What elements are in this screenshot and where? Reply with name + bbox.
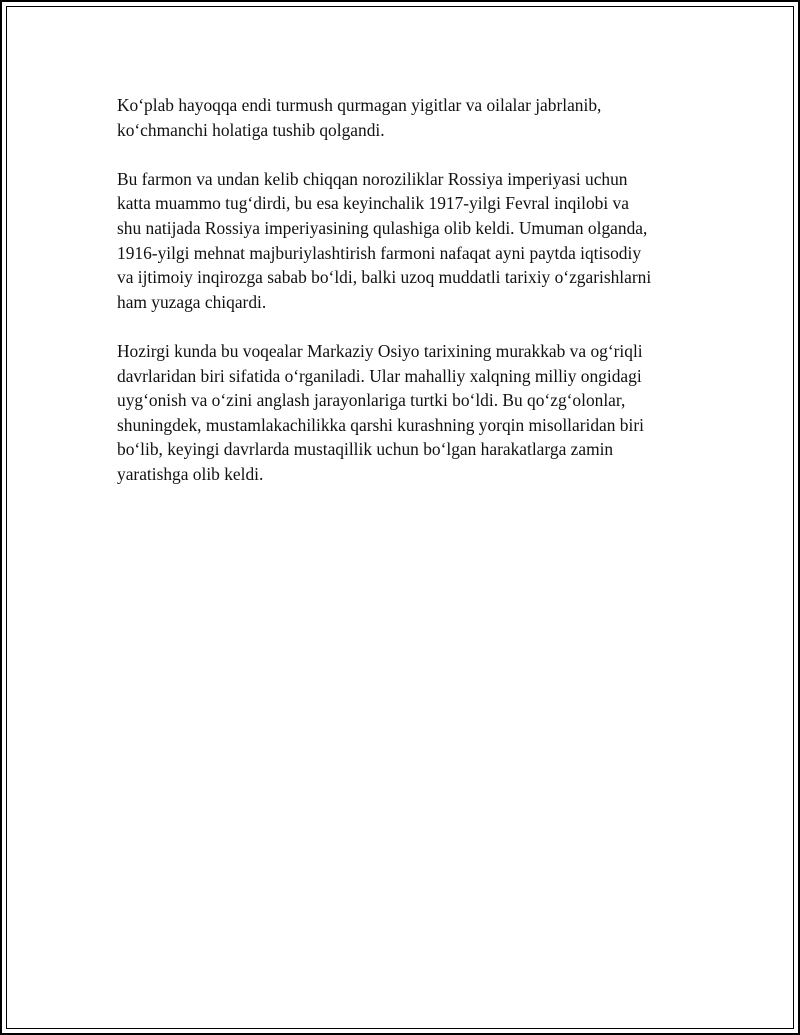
text-line: uyg‘onish va o‘zini anglash jarayonlariga turtki bo‘ldi. Bu qo‘zg‘olonlar,	[117, 390, 626, 411]
text-line: va ijtimoiy inqirozga sabab bo‘ldi, balki uzoq muddatli tarixiy o‘zgarishlarni	[117, 267, 652, 288]
text-line: 1916-yilgi mehnat majburiylashtirish farmoni nafaqat ayni paytda iqtisodiy	[117, 242, 642, 263]
text-line: ham yuzaga chiqardi.	[117, 291, 267, 312]
text-line: katta muammo tug‘dirdi, bu esa keyinchalik 1917-yilgi Fevral inqilobi va	[117, 193, 629, 214]
text-line: Ko‘plab hayoqqa endi turmush qurmagan yigitlar va oilalar jabrlanib,	[117, 95, 602, 115]
text-line: ko‘chmanchi holatiga tushib qolgandi.	[117, 119, 385, 140]
text-line: shuningdek, mustamlakachilikka qarshi kurashning yorqin misollaridan biri	[117, 414, 644, 435]
text-line: shu natijada Rossiya imperiyasining qulashiga olib keldi. Umuman olganda,	[117, 217, 648, 238]
text-line: yaratishga olib keldi.	[117, 463, 264, 484]
paragraph-2	[117, 167, 697, 315]
paragraph-3	[117, 339, 697, 487]
document-body	[117, 93, 697, 511]
text-line: davrlaridan biri sifatida o‘rganiladi. Ular mahalliy xalqning milliy ongidagi	[117, 365, 642, 386]
text-line: Hozirgi kunda bu voqealar Markaziy Osiyo tarixining murakkab va og‘riqli	[117, 340, 643, 361]
text-line: Bu farmon va undan kelib chiqqan noroziliklar Rossiya imperiyasi uchun	[117, 168, 628, 189]
text-line: bo‘lib, keyingi davrlarda mustaqillik uchun bo‘lgan harakatlarga zamin	[117, 439, 614, 460]
paragraph-1	[117, 93, 697, 142]
